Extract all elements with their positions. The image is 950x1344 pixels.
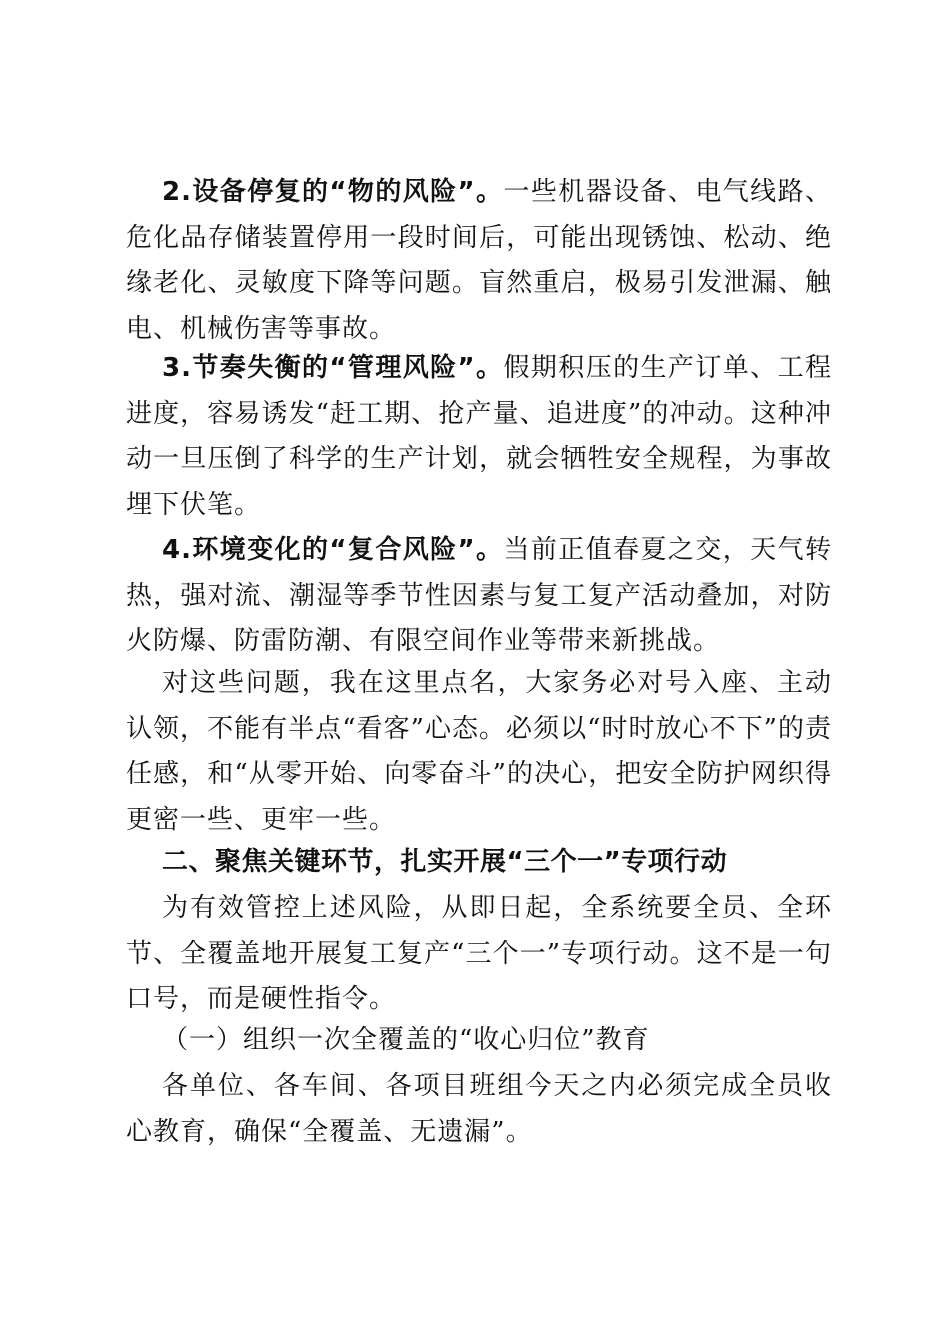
paragraph-call-to-action: [126, 661, 832, 843]
paragraph-environment-risk: [126, 528, 832, 665]
paragraph-body: 当前正值春夏之交，天气转热，强对流、潮湿等季节性因素与复工复产活动叠加，对防火防爆、防雷防潮、有限空间作业等带来新挑战。: [126, 535, 832, 656]
paragraph-equipment-risk: [126, 170, 832, 352]
subsection-body: 各单位、各车间、各项目班组今天之内必须完成全员收心教育，确保“全覆盖、无遗漏”。: [126, 1071, 832, 1147]
paragraph-body: 对这些问题，我在这里点名，大家务必对号入座、主动认领，不能有半点“看客”心态。必须以“时时放心不下”的责任感，和“从零开始、向零奋斗”的决心，把安全防护网织得更密一些、更牢一些。: [126, 668, 832, 835]
paragraph-lead: 4.环境变化的“复合风险”。: [162, 535, 504, 565]
paragraph-body: 一些机器设备、电气线路、危化品存储装置停用一段时间后，可能出现锈蚀、松动、绝缘老化、灵敏度下降等问题。盲然重启，极易引发泄漏、触电、机械伤害等事故。: [126, 177, 832, 344]
section-heading: 二、聚焦关键环节，扎实开展“三个一”专项行动: [162, 847, 728, 877]
paragraph-lead: 2.设备停复的“物的风险”。: [162, 177, 504, 207]
subsection-heading: （一）组织一次全覆盖的“收心归位”教育: [162, 1025, 650, 1055]
section-intro: 为有效管控上述风险，从即日起，全系统要全员、全环节、全覆盖地开展复工复产“三个一”专项行动。这不是一句口号，而是硬性指令。: [126, 893, 832, 1014]
paragraph-lead: 3.节奏失衡的“管理风险”。: [162, 353, 504, 383]
paragraph-management-risk: [126, 346, 832, 528]
paragraph-body: 假期积压的生产订单、工程进度，容易诱发“赶工期、抢产量、追进度”的冲动。这种冲动一旦压倒了科学的生产计划，就会牺牲安全规程，为事故埋下伏笔。: [126, 353, 832, 520]
